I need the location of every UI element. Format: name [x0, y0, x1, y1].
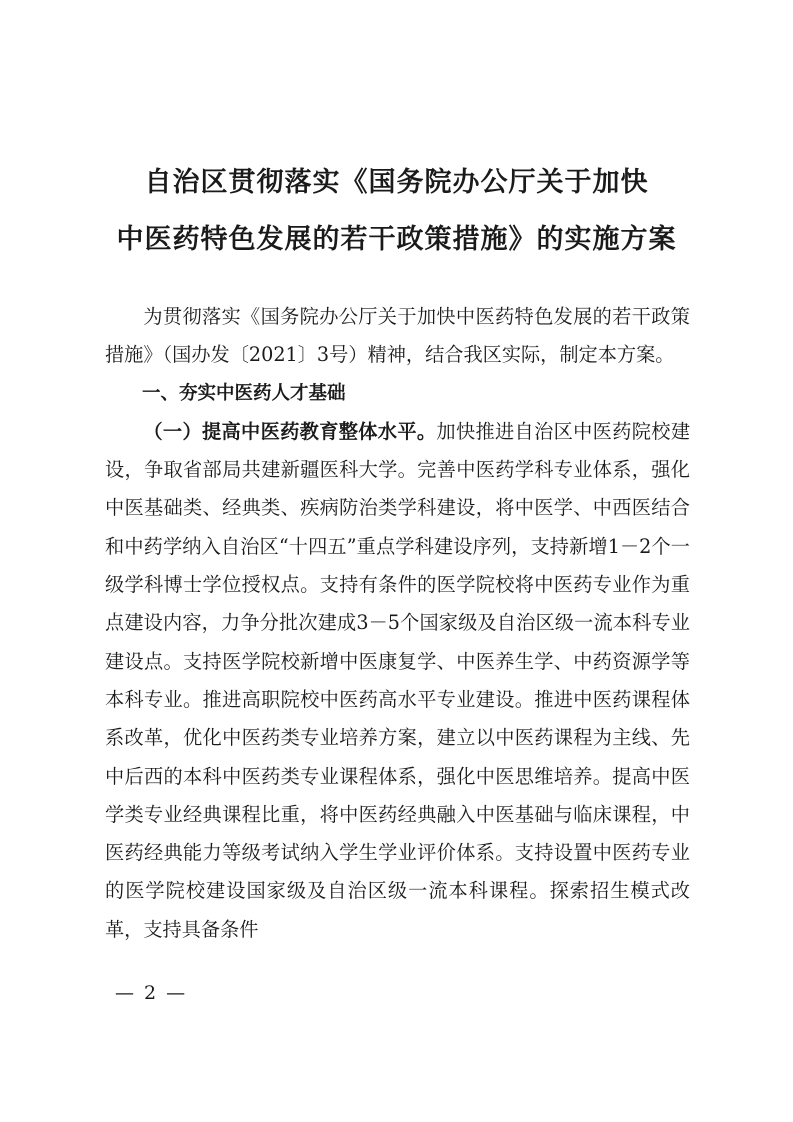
- document-body: [105, 298, 690, 949]
- section-heading-1: 一、夯实中医药人才基础: [142, 382, 346, 404]
- page-number: — 2 —: [115, 982, 188, 1004]
- item-1-paragraph: [105, 413, 690, 949]
- document-title-line-1: 自治区贯彻落实《国务院办公厅关于加快: [144, 167, 649, 198]
- item-1-lead: （一）提高中医药教育整体水平。: [143, 419, 437, 443]
- document-title-line-2: 中医药特色发展的若干政策措施》的实施方案: [116, 224, 677, 255]
- intro-paragraph: 为贯彻落实《国务院办公厅关于加快中医药特色发展的若干政策措施》（国办发〔2021〕3号）精神，结合我区实际，制定本方案。: [105, 305, 690, 367]
- item-1-text: 加快推进自治区中医药院校建设，争取省部局共建新疆医科大学。完善中医药学科专业体系，强化中医基础类、经典类、疾病防治类学科建设，将中医学、中西医结合和中药学纳入自治区“十四五”重点学科建设序列，支持新增1－2个一级学科博士学位授权点。支持有条件的医学院校将中医药专业作为重点建设内容，力争分批次建成3－5个国家级及自治区级一流本科专业建设点。支持医学院校新增中医康复学、中医养生学、中药资源学等本科专业。推进高职院校中医药高水平专业建设。推进中医药课程体系改革，优化中医药类专业培养方案，建立以中医药课程为主线、先中后西的本科中医药类专业课程体系，强化中医思维培养。提高中医学类专业经典课程比重，将中医药经典融入中医基础与临床课程，中医药经典能力等级考试纳入学生学业评价体系。支持设置中医药专业的医学院校建设国家级及自治区级一流本科课程。探索招生模式改革，支持具备条件: [105, 419, 691, 941]
